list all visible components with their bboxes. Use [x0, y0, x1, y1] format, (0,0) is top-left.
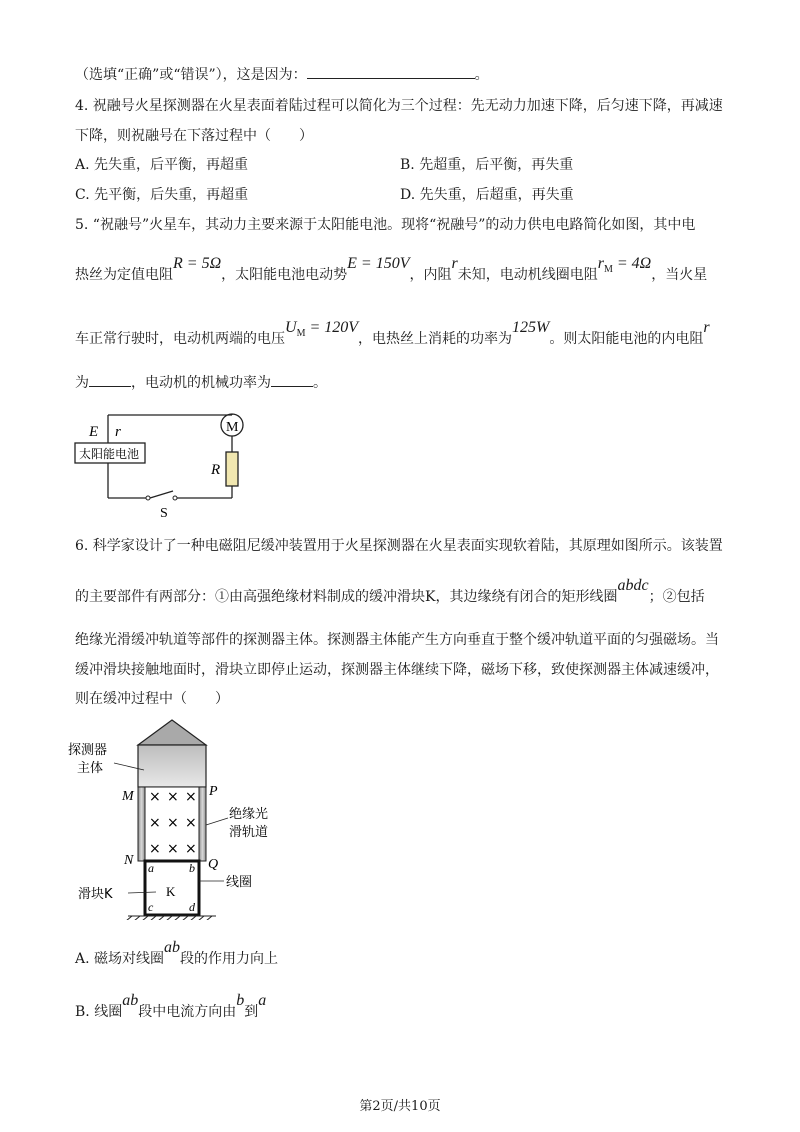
q4-line2: 下降，则祝融号在下落过程中（ ）: [75, 128, 313, 144]
rail-label: 绝缘光: [229, 807, 269, 822]
q3-tail-end: 。: [474, 67, 489, 83]
probe-cone: [138, 720, 206, 745]
leader-line: [206, 818, 228, 825]
rail-label: 滑轨道: [229, 825, 269, 840]
q6-option-b[interactable]: [75, 992, 267, 1021]
q5-text: ，内阻: [409, 267, 452, 283]
coil-name: abdc: [617, 577, 649, 594]
internal-resistance-symbol: r: [451, 255, 458, 272]
q5-text: 为: [75, 375, 89, 391]
heater-power-value: 125W: [512, 319, 550, 336]
answer-blank[interactable]: [89, 372, 131, 387]
point-m-label: M: [122, 789, 134, 804]
coil-corner-b: b: [189, 861, 195, 875]
probe-body-label: 主体: [77, 761, 104, 776]
q5-text: 车正常行驶时，电动机两端的电压: [75, 331, 285, 347]
emf-label: E: [89, 424, 99, 440]
motor-resistance-symbol: r: [597, 255, 604, 272]
option-text: 到: [244, 1004, 259, 1020]
resistor-symbol: [226, 452, 238, 486]
switch-blade[interactable]: [150, 491, 173, 498]
coil-corner-d: d: [189, 900, 195, 914]
motor-voltage-subscript: M: [296, 328, 306, 340]
field-x-mark: ×: [185, 815, 197, 831]
field-x-mark: ×: [167, 815, 179, 831]
solar-battery-label: 太阳能电池: [79, 447, 140, 461]
q6-line3: 绝缘光滑缓冲轨道等部件的探测器主体。探测器主体能产生方向垂直于整个缓冲轨道平面的匀强磁场。当: [75, 632, 719, 648]
field-x-mark: ×: [167, 789, 179, 805]
q4-option-b[interactable]: B. 先超重，后平衡，再失重: [400, 157, 574, 173]
coil-corner-c: c: [148, 900, 154, 914]
q6-line2: [75, 577, 705, 606]
motor-voltage-symbol: U: [285, 319, 297, 336]
coil-label: 线圈: [226, 875, 253, 890]
probe-body: [138, 745, 206, 787]
motor-label: M: [226, 420, 239, 435]
switch-terminal: [146, 496, 150, 500]
q5-text: 未知，电动机线圈电阻: [457, 267, 598, 283]
field-x-mark: ×: [185, 789, 197, 805]
q5-text: ，当火星: [651, 267, 708, 283]
field-x-mark: ×: [149, 815, 161, 831]
q6-text: 的主要部件有两部分：①由高强绝缘材料制成的缓冲滑块K，其边缘绕有闭合的矩形线圈: [75, 589, 618, 605]
q3-tail-text: （选填“正确”或“错误”），这是因为：: [75, 67, 307, 83]
q5-text: 。: [313, 375, 327, 391]
field-marks: [149, 789, 197, 857]
q5-text: ，电热丝上消耗的功率为: [358, 331, 513, 347]
q3-tail-line: [75, 64, 489, 84]
point-q-label: Q: [208, 857, 219, 872]
segment-ab: ab: [122, 992, 139, 1009]
point-n-label: N: [124, 853, 134, 868]
q6-line4: 缓冲滑块接触地面时，滑块立即停止运动，探测器主体继续下降，磁场下移，致使探测器主体减速缓冲，: [75, 662, 719, 678]
answer-blank[interactable]: [271, 372, 313, 387]
point-p-label: P: [209, 784, 218, 799]
field-x-mark: ×: [167, 841, 179, 857]
coil-corner-a: a: [148, 861, 154, 875]
field-x-mark: ×: [149, 841, 161, 857]
resistor-label: R: [211, 462, 221, 478]
segment-ab: ab: [164, 939, 181, 956]
field-x-mark: ×: [185, 841, 197, 857]
q4-option-c[interactable]: C. 先平衡，后失重，再超重: [75, 187, 249, 203]
circuit-diagram: [60, 400, 260, 525]
q5-line1: 5. “祝融号”火星车，其动力主要来源于太阳能电池。现将“祝融号”的动力供电电路简化如图，其中电: [75, 217, 696, 233]
q5-line4: [75, 372, 327, 392]
emf-value: E = 150V: [347, 255, 410, 272]
internal-resistance-label: r: [115, 424, 121, 440]
q4-line1: 4. 祝融号火星探测器在火星表面着陆过程可以简化为三个过程：先无动力加速下降，后匀速下降，再减速: [75, 98, 723, 114]
damper-diagram: [66, 715, 326, 920]
right-rail: [199, 787, 206, 861]
switch-terminal: [173, 496, 177, 500]
current-to: a: [258, 992, 267, 1009]
q5-line3: [75, 319, 710, 354]
option-text: 段中电流方向由: [138, 1004, 237, 1020]
q5-text: 。则太阳能电池的内电阻: [549, 331, 704, 347]
q4-option-d[interactable]: D. 先失重，后超重，再失重: [400, 187, 574, 203]
resistance-r-value: R = 5Ω: [173, 255, 222, 272]
option-text: 段的作用力向上: [180, 951, 279, 967]
q6-line1: 6. 科学家设计了一种电磁阻尼缓冲装置用于火星探测器在火星表面实现软着陆，其原理如图所示。该装置: [75, 538, 723, 554]
motor-voltage-value: = 120V: [305, 319, 359, 336]
answer-blank[interactable]: [307, 64, 475, 79]
q6-text: ；②包括: [648, 589, 705, 605]
q6-option-a[interactable]: [75, 939, 279, 968]
probe-body-label: 探测器: [68, 743, 108, 758]
left-rail: [138, 787, 145, 861]
field-x-mark: ×: [149, 789, 161, 805]
page-footer: 第2页/共10页: [359, 1099, 441, 1114]
q5-text: ，太阳能电池电动势: [221, 267, 348, 283]
slider-label: 滑块K: [78, 887, 113, 902]
q5-text: 热丝为定值电阻: [75, 267, 173, 283]
switch-label: S: [160, 506, 168, 521]
motor-resistance-value: = 4Ω: [612, 255, 652, 272]
internal-resistance-symbol: r: [703, 319, 710, 336]
motor-resistance-subscript: M: [603, 264, 613, 276]
q4-option-a[interactable]: A. 先失重，后平衡，再超重: [75, 157, 249, 173]
current-from: b: [236, 992, 245, 1009]
option-text: B. 线圈: [75, 1004, 123, 1020]
option-text: A. 磁场对线圈: [75, 951, 165, 967]
q5-text: ，电动机的机械功率为: [131, 375, 271, 391]
slider-k-mark: K: [166, 884, 176, 899]
q6-line5: 则在缓冲过程中（ ）: [75, 691, 229, 707]
